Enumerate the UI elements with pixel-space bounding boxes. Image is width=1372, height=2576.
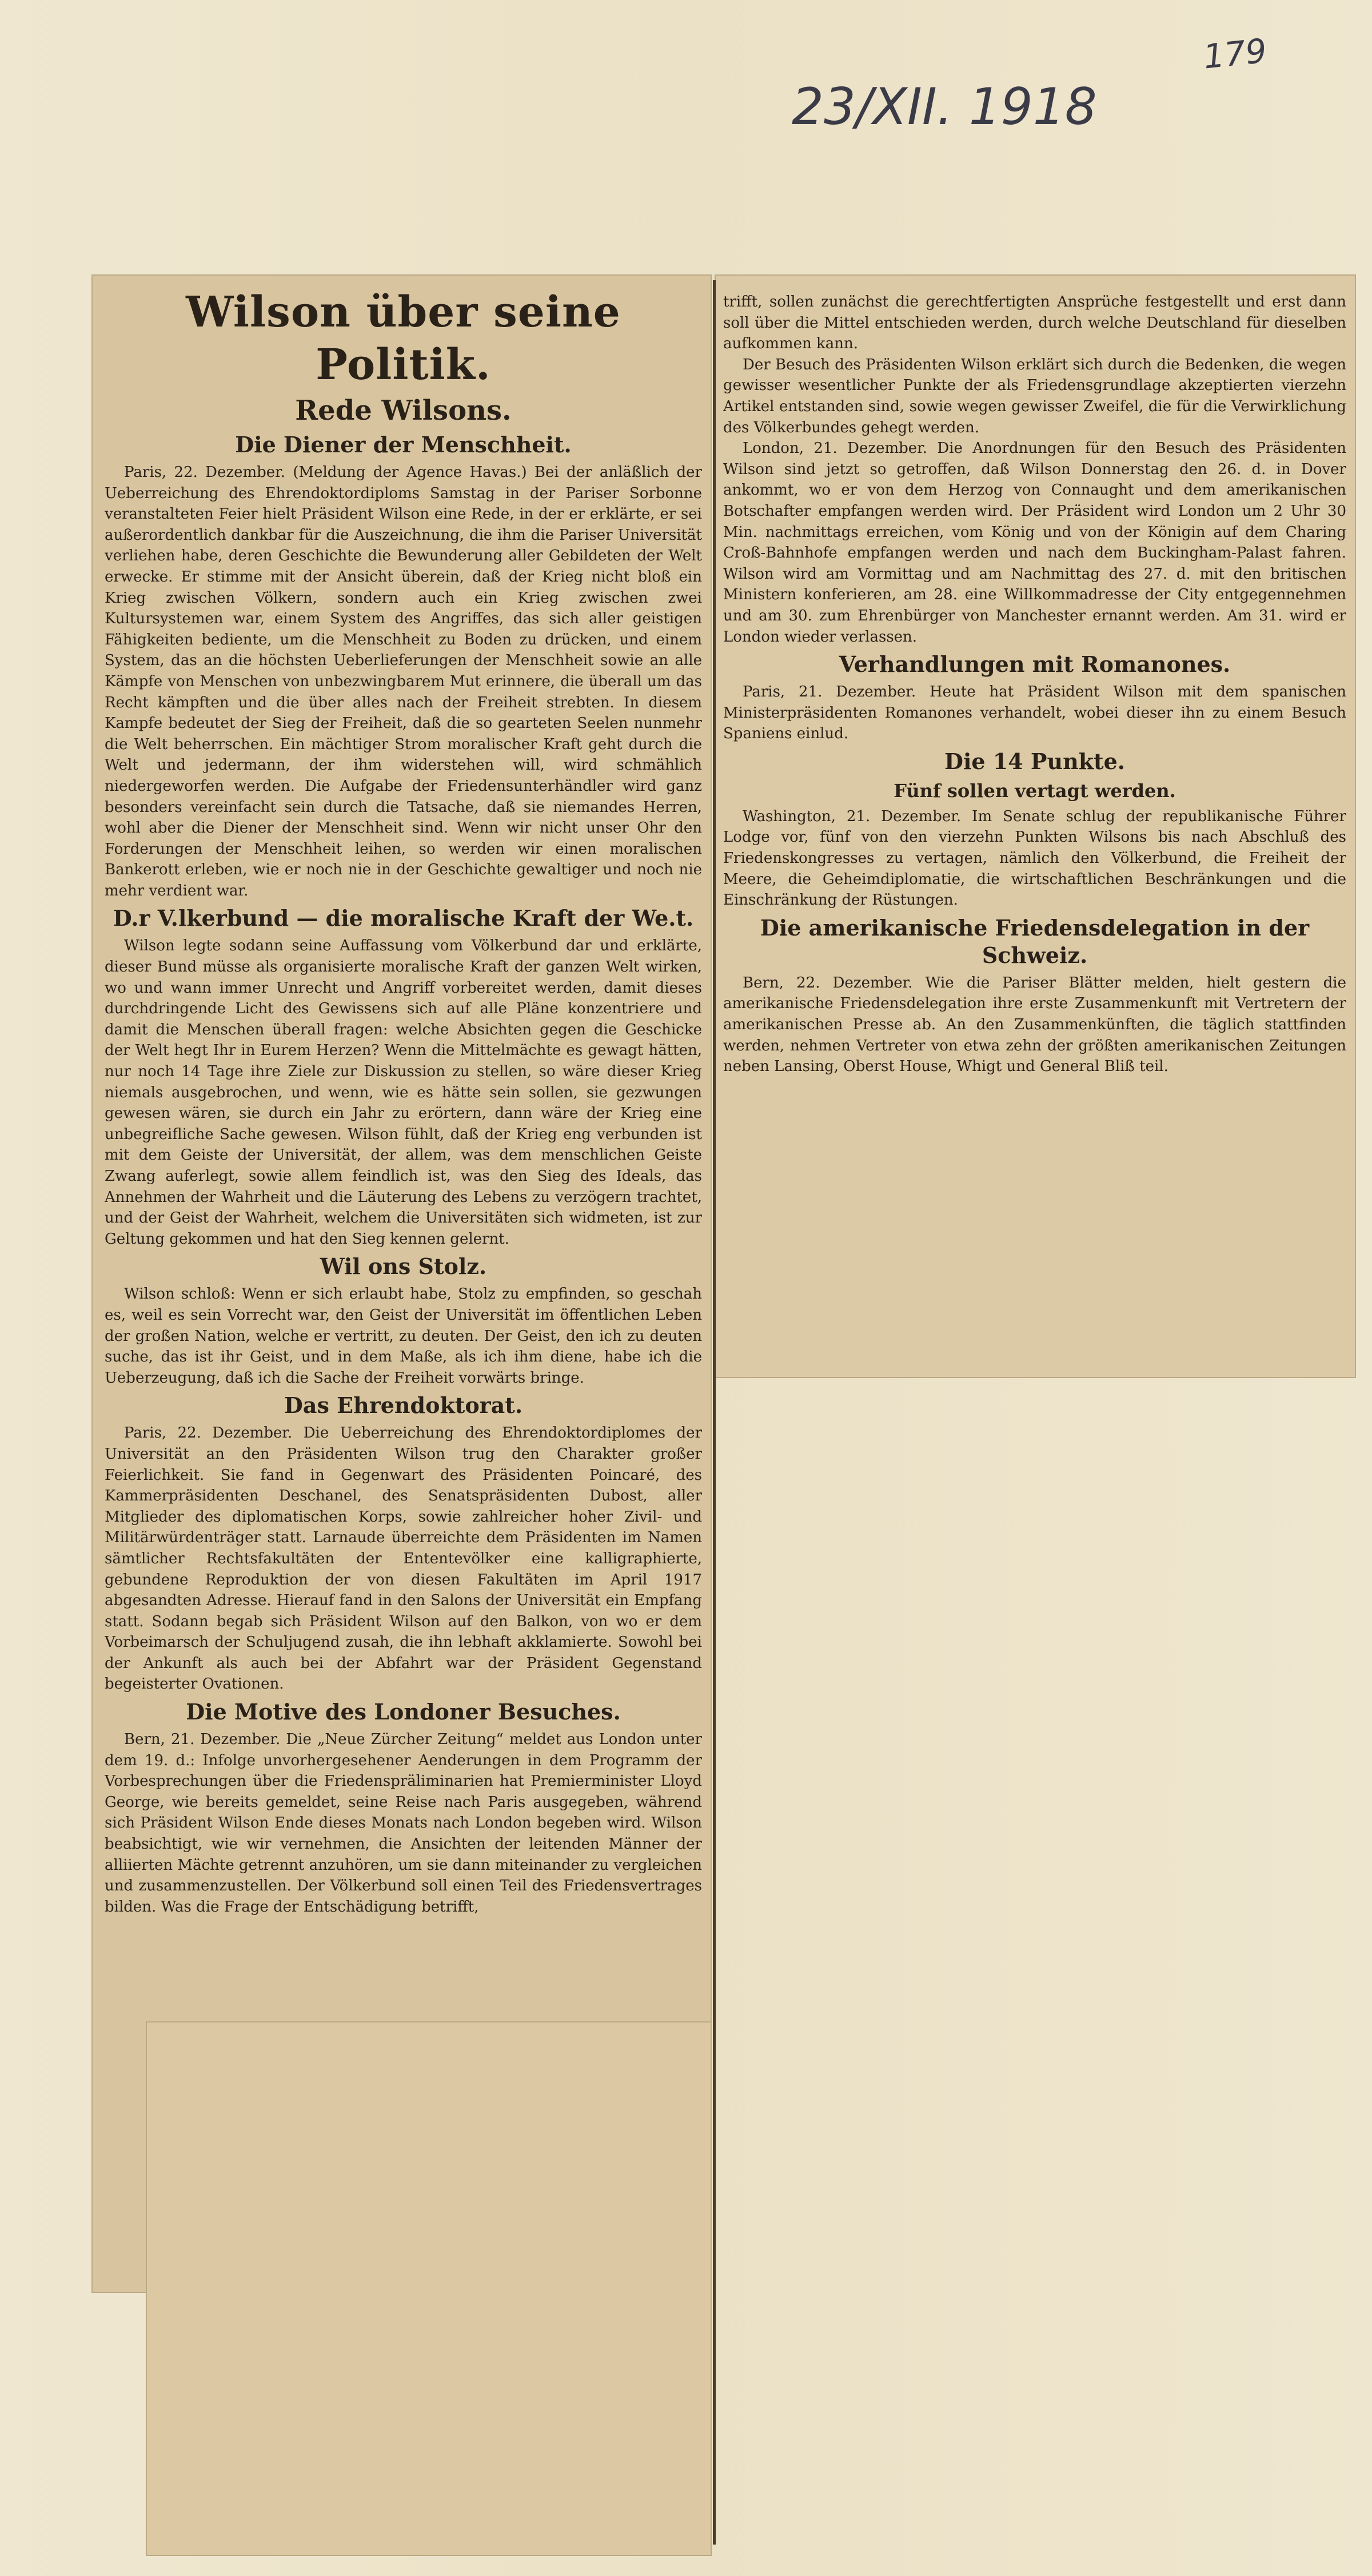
handwritten-page-number: 179 <box>1201 31 1269 77</box>
paragraph: Wilson schloß: Wenn er sich erlaubt habe, Stolz zu empfinden, so geschah es, weil es sein Vorrecht war, den Geist der Universität im öffentlichen Leben der großen Nation, welche er vertritt, zu deuten. Der Geist, den ich zu deuten suche, das ist ihr Geist, und in dem Maße, als ich ihm diene, habe ich die Ueberzeugung, daß ich die Sache der Freiheit vorwärts bringe. <box>105 1285 702 1387</box>
section-heading: Die Diener der Menschheit. <box>235 432 572 457</box>
article-column-right <box>723 292 1346 1367</box>
paragraph: Bern, 22. Dezember. Wie die Pariser Blätter melden, hielt gestern die amerikanische Friedensdelegation ihre erste Zusammenkunft mit Vertretern der amerikanischen Presse ab. An den Zusammenkünften, die täglich stattfinden werden, nehmen Vertreter von etwa zehn der größten amerikanischen Zeitungen neben Lansing, Oberst House, Whigt und General Bliß teil. <box>723 974 1346 1076</box>
article-subtitle: Rede Wilsons. <box>295 395 512 427</box>
paragraph: Bern, 21. Dezember. Die „Neue Zürcher Zeitung“ meldet aus London unter dem 19. d.: Infolge unvorhergesehener Aenderungen in dem Programm der Vorbesprechungen über die Friedenspräliminarien hat Premierminister Lloyd George, wie bereits gemeldet, seine Reise nach Paris ausgegeben, während sich Präsident Wilson Ende dieses Monats nach London begeben wird. Wilson beabsichtigt, wie wir vernehmen, die Ansichten der leitenden Männer der alliierten Mächte getrennt anzuhören, um sie dann miteinander zu vergleichen und zusammenzustellen. Der Völkerbund soll einen Teil des Friedensvertrages bilden. Was die Frage der Entschädigung betrifft, <box>105 1731 702 1916</box>
paragraph: Washington, 21. Dezember. Im Senate schlug der republikanische Führer Lodge vor, fünf von den vierzehn Punkten Wilsons bis nach Abschluß des Friedenskongresses zu vertagen, nämlich den Völkerbund, die Freiheit der Meere, die Geheimdiplomatie, die wirtschaftlichen Beschränkungen und die Einschränkung der Rüstungen. <box>723 807 1346 909</box>
column-rule <box>713 280 716 2545</box>
section-heading: Die 14 Punkte. <box>944 748 1126 774</box>
paragraph: London, 21. Dezember. Die Anordnungen für den Besuch des Präsidenten Wilson sind jetzt so getroffen, daß Wilson Donnerstag den 26. d. in Dover ankommt, wo er von dem Herzog von Connaught und dem amerikanischen Botschafter empfangen werden wird. Der Präsident wird London um 2 Uhr 30 Min. nachmittags erreichen, vom König und von der Königin auf dem Charing Croß-Bahnhofe empfangen werden und nach dem Buckingham-Palast fahren. Wilson wird am Vormittag und am Nachmittag des 27. d. mit den britischen Ministern konferieren, am 28. eine Willkommadresse der City entgegennehmen und am 30. zum Ehrenbürger von Manchester ernannt werden. Am 31. wird er London wieder verlassen. <box>723 440 1346 646</box>
section-heading: Das Ehrendoktorat. <box>284 1392 523 1419</box>
paragraph: Wilson legte sodann seine Auffassung vom Völkerbund dar und erklärte, dieser Bund müsse als organisierte moralische Kraft der ganzen Welt wirken, wo und wann immer Unrecht und Angriff vorbereitet werden, damit dieses durchdringende Licht des Gewissens sich auf alle Pläne konzentriere und damit die Menschen überall fragen: welche Absichten gegen die Geschicke der Welt hegt Ihr in Eurem Herzen? Wenn die Mittelmächte es gewagt hätten, nur noch 14 Tage ihre Ziele zur Diskussion zu stellen, so wäre dieser Krieg niemals ausgebrochen, und wenn, wie es hätte sein sollen, sie gezwungen gewesen wären, sie durch ein Jahr zu erörtern, dann wäre der Krieg eine unbegreifliche Sache gewesen. Wilson fühlt, daß der Krieg eng verbunden ist mit dem Geiste der Universität, der allem, was dem menschlichen Geiste Zwang auferlegt, sowie allem feindlich ist, was den Sieg des Ideals, das Annehmen der Wahrheit und die Läuterung des Lebens zu verzögern trachtet, und der Geist der Wahrheit, welchem die Universitäten sich widmeten, ist zur Geltung gekommen und hat den Sieg kennen gelernt. <box>105 937 702 1248</box>
article-column-left <box>105 286 702 2545</box>
paragraph: trifft, sollen zunächst die gerechtfertigten Ansprüche festgestellt und erst dann soll über die Mittel entschieden werden, durch welche Deutschland für dieselben aufkommen kann. <box>723 293 1346 353</box>
section-heading: D.r V.lkerbund — die moralische Kraft der We.t. <box>113 905 694 931</box>
paragraph: Paris, 22. Dezember. Die Ueberreichung des Ehrendoktordiplomes der Universität an den Präsidenten Wilson trug den Charakter großer Feierlichkeit. Sie fand in Gegenwart des Präsidenten Poincaré, des Kammerpräsidenten Deschanel, des Senatspräsidenten Dubost, aller Mitglieder des diplomatischen Korps, sowie zahlreicher hoher Zivil- und Militärwürdenträger statt. Larnaude überreichte dem Präsidenten im Namen sämtlicher Rechtsfakultäten der Ententevölker eine kalligraphierte, gebundene Reproduktion der von diesen Fakultäten im April 1917 abgesandten Adresse. Hierauf fand in den Salons der Universität ein Empfang statt. Sodann begab sich Präsident Wilson auf den Balkon, von wo er dem Vorbeimarsch der Schuljugend zusah, die ihn lebhaft akklamierte. Sowohl bei der Ankunft als auch bei der Abfahrt war der Präsident Gegenstand begeisterter Ovationen. <box>105 1424 702 1693</box>
paragraph: Der Besuch des Präsidenten Wilson erklärt sich durch die Bedenken, die wegen gewisser wesentlicher Punkte der als Friedensgrundlage akzeptierten vierzehn Artikel entstanden sind, sowie wegen gewisser Zweifel, die für die Verwirklichung des Völkerbundes gehegt werden. <box>723 356 1346 436</box>
paragraph: Paris, 22. Dezember. (Meldung der Agence Havas.) Bei der anläßlich der Ueberreichung des Ehrendoktordiploms Samstag in der Pariser Sorbonne veranstalteten Feier hielt Präsident Wilson eine Rede, in der er erklärte, er sei außerordentlich dankbar für die Auszeichnung, die ihm die Pariser Universität verliehen habe, deren Geschichte die Bewunderung aller Gebildeten der Welt erwecke. Er stimme mit der Ansicht überein, daß der Krieg nicht bloß ein Krieg zwischen Völkern, sondern auch ein Krieg zwischen zwei Kultursystemen war, einem System des Angriffes, das sich aller geistigen Fähigkeiten bediente, um die Menschheit zu Boden zu drücken, und einem System, das an die höchsten Ueberlieferungen der Menschheit sowie an alle Kämpfe von Menschen von unbezwingbarem Mut erinnere, die überall um das Recht kämpften und die über alles nach der Freiheit strebten. In diesem Kampfe bedeutet der Sieg der Freiheit, daß die so gearteten Seelen nunmehr die Welt beherrschen. Ein mächtiger Strom moralischer Kraft geht durch die Welt und jedermann, der ihm widerstehen will, wird schmählich niedergeworfen werden. Die Aufgabe der Friedensunterhändler wird ganz besonders vereinfacht sein durch die Tatsache, daß sie niemandes Herren, wohl aber die Diener der Menschheit sind. Wenn wir nicht unser Ohr den Forderungen der Menschheit leihen, so werden wir einen moralischen Bankerott erleben, wie er noch nie in der Geschichte gewaltiger und noch nie mehr verdient war. <box>105 464 702 899</box>
section-heading: Die amerikanische Friedensdelegation in der Schweiz. <box>760 914 1310 968</box>
section-heading: Verhandlungen mit Romanones. <box>839 651 1231 678</box>
section-heading: Die Motive des Londoner Besuches. <box>186 1699 621 1725</box>
section-subheading: Fünf sollen vertagt werden. <box>894 779 1176 802</box>
section-heading: Wil ons Stolz. <box>320 1253 487 1280</box>
article-title: Wilson über seine Politik. <box>186 288 621 389</box>
handwritten-date: 23/XII. 1918 <box>792 77 1097 136</box>
paragraph: Paris, 21. Dezember. Heute hat Präsident Wilson mit dem spanischen Ministerpräsidenten Romanones verhandelt, wobei dieser ihn zu einem Besuch Spaniens einlud. <box>723 683 1346 743</box>
